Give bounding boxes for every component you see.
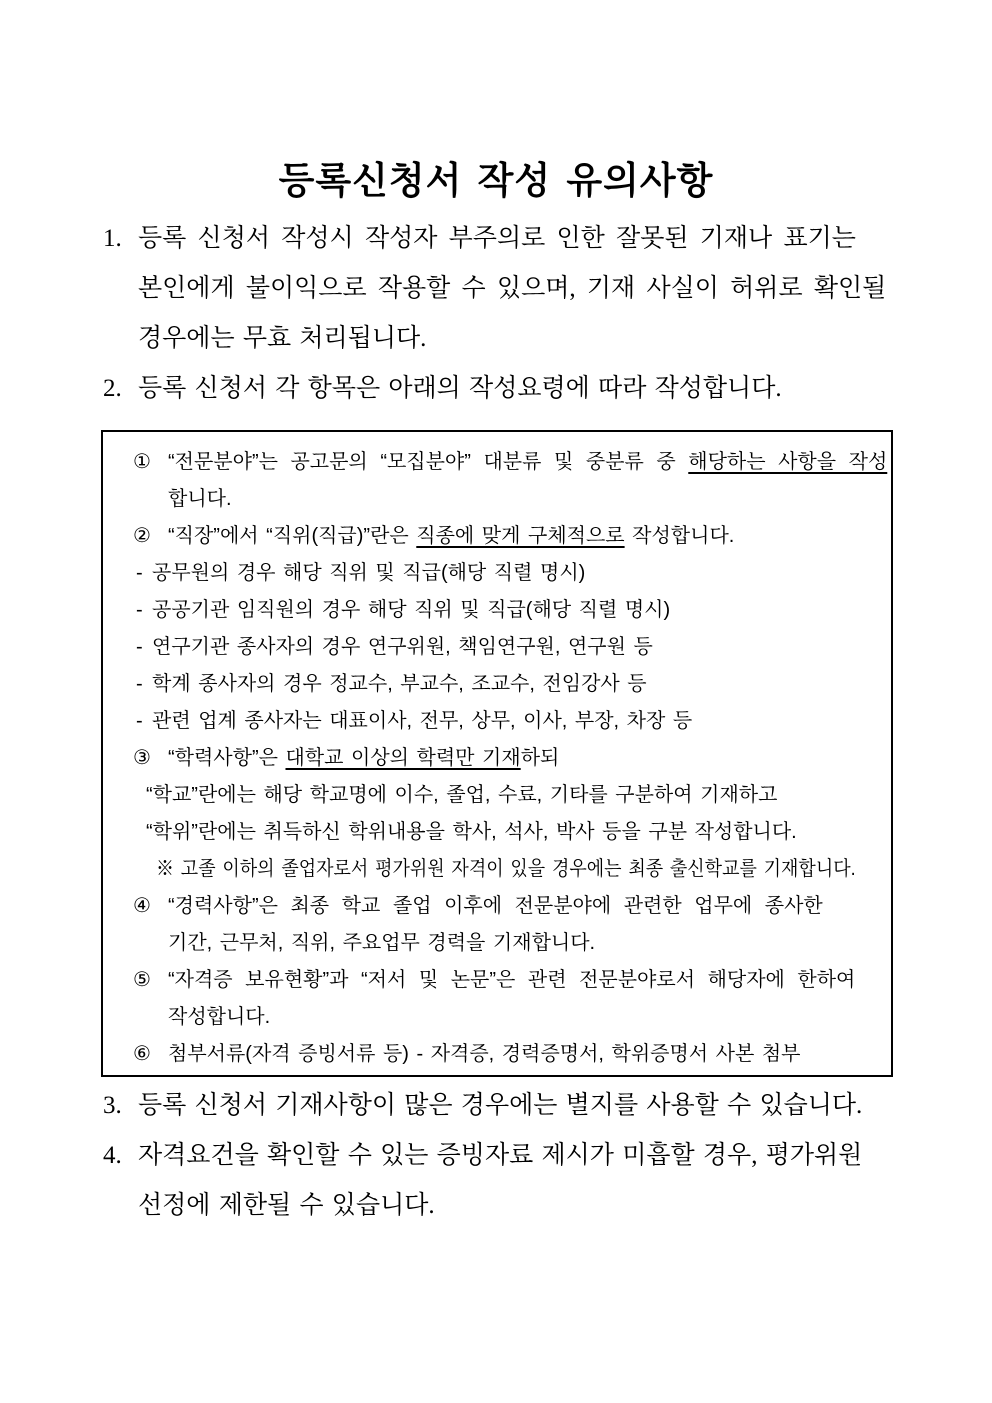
row-text: “자격증 보유현황”과 “저서 및 논문”은 관련 전문분야로서 해당자에 한하여 <box>168 969 856 991</box>
note-item <box>103 1081 903 1131</box>
row-text: 학계 종사자의 경우 정교수, 부교수, 조교수, 전임강사 등 <box>152 673 647 695</box>
row-text: “학교”란에는 해당 학교명에 이수, 졸업, 수료, 기타를 구분하여 기재하고 <box>146 784 778 806</box>
dash-marker: - <box>136 710 143 732</box>
note-number: 1. <box>103 225 122 252</box>
notes-bottom-section <box>103 1081 903 1231</box>
underlined-text: 직종에 맞게 구체적으로 <box>416 525 625 547</box>
box-row <box>103 740 891 777</box>
circled-number-marker: ⑤ <box>133 969 151 991</box>
page-title: 등록신청서 작성 유의사항 <box>278 160 714 201</box>
row-text: “직장”에서 “직위(직급)”란은 <box>168 525 417 547</box>
note-line: 경우에는 무효 처리됩니다. <box>138 325 427 352</box>
box-row <box>103 777 891 814</box>
box-row <box>103 888 891 925</box>
circled-number-marker: ② <box>133 525 151 547</box>
row-text: 공무원의 경우 해당 직위 및 직급(해당 직렬 명시) <box>152 562 586 584</box>
circled-number-marker: ③ <box>133 747 151 769</box>
box-row <box>103 629 891 666</box>
note-number: 2. <box>103 375 122 402</box>
box-row <box>103 666 891 703</box>
box-row <box>103 999 891 1036</box>
circled-number-marker: ① <box>133 451 151 473</box>
row-text: 하되 <box>520 747 560 769</box>
notes-top-section <box>103 214 903 414</box>
row-text: 연구기관 종사자의 경우 연구위원, 책임연구원, 연구원 등 <box>152 636 653 658</box>
row-text: 작성합니다. <box>168 1006 271 1028</box>
note-item <box>103 364 903 414</box>
row-text: “학력사항”은 <box>168 747 286 769</box>
note-line: 자격요건을 확인할 수 있는 증빙자료 제시가 미흡할 경우, 평가위원 <box>138 1142 863 1169</box>
dash-marker: - <box>136 673 143 695</box>
row-text: 작성합니다. <box>624 525 735 547</box>
dash-marker: - <box>136 562 143 584</box>
underlined-text: 해당하는 사항을 작성 <box>688 451 888 473</box>
note-line: 본인에게 불이익으로 작용할 수 있으며, 기재 사실이 허위로 확인될 <box>138 275 887 302</box>
circled-number-marker: ④ <box>133 895 151 917</box>
box-row <box>103 518 891 555</box>
underlined-text: 대학교 이상의 학력만 기재 <box>285 747 521 769</box>
dash-marker: - <box>136 636 143 658</box>
condensed-remark-text <box>156 851 856 888</box>
note-line: 선정에 제한될 수 있습니다. <box>138 1192 435 1219</box>
row-text: 첨부서류(자격 증빙서류 등) - 자격증, 경력증명서, 학위증명서 사본 첨부 <box>168 1043 801 1065</box>
box-row <box>103 1036 891 1073</box>
dash-marker: - <box>136 599 143 621</box>
box-row <box>103 592 891 629</box>
row-text: 공공기관 임직원의 경우 해당 직위 및 직급(해당 직렬 명시) <box>152 599 671 621</box>
note-item <box>103 214 903 364</box>
circled-number-marker: ⑥ <box>133 1043 151 1065</box>
row-text: “전문분야”는 공고문의 “모집분야” 대분류 및 중분류 중 <box>168 451 689 473</box>
box-row <box>103 703 891 740</box>
row-text: “학위”란에는 취득하신 학위내용을 학사, 석사, 박사 등을 구분 작성합니다. <box>146 821 797 843</box>
box-row <box>103 814 891 851</box>
note-line: 등록 신청서 작성시 작성자 부주의로 인한 잘못된 기재나 표기는 <box>138 225 856 252</box>
box-row <box>103 851 891 888</box>
box-row <box>103 481 891 518</box>
row-text: “경력사항”은 최종 학교 졸업 이후에 전문분야에 관련한 업무에 종사한 <box>168 895 823 917</box>
note-item <box>103 1131 903 1231</box>
note-line: 등록 신청서 기재사항이 많은 경우에는 별지를 사용할 수 있습니다. <box>138 1092 863 1119</box>
row-text: 기간, 근무처, 직위, 주요업무 경력을 기재합니다. <box>168 932 596 954</box>
guidelines-box <box>101 430 893 1077</box>
document-content <box>103 214 903 1231</box>
row-text: 관련 업계 종사자는 대표이사, 전무, 상무, 이사, 부장, 차장 등 <box>152 710 693 732</box>
note-line: 등록 신청서 각 항목은 아래의 작성요령에 따라 작성합니다. <box>138 375 782 402</box>
box-row <box>103 555 891 592</box>
box-row <box>103 962 891 999</box>
note-number: 3. <box>103 1092 122 1119</box>
row-text: ※ 고졸 이하의 졸업자로서 평가위원 자격이 있을 경우에는 최종 출신학교를 기재합니다. <box>156 858 856 880</box>
note-number: 4. <box>103 1142 122 1169</box>
box-row <box>103 444 891 481</box>
row-text: 합니다. <box>168 488 232 510</box>
box-row <box>103 925 891 962</box>
